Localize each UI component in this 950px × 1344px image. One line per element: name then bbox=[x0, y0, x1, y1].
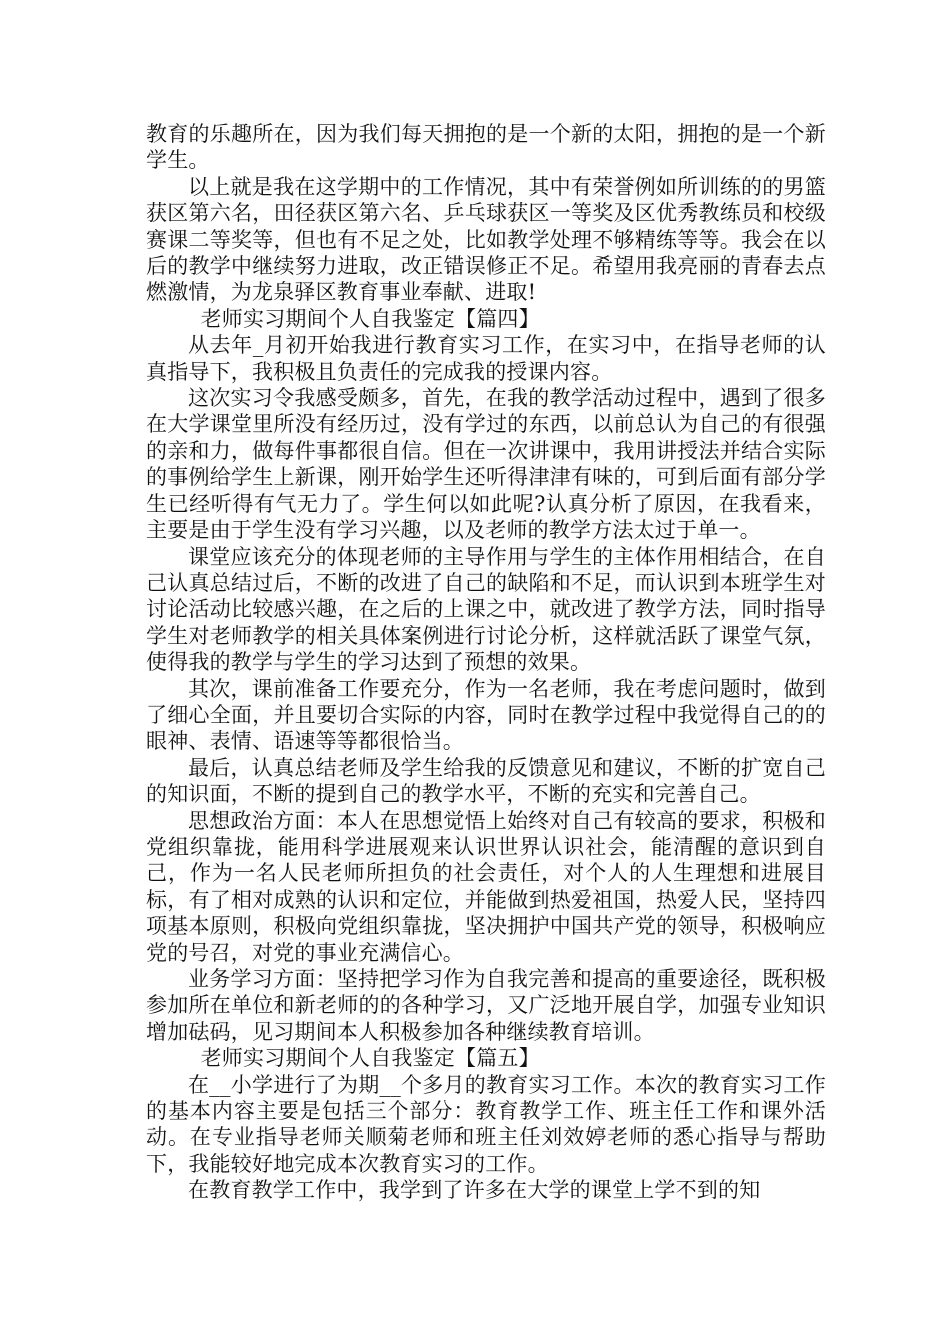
paragraph-teaching-work: 在教育教学工作中，我学到了许多在大学的课堂上学不到的知 bbox=[188, 1178, 761, 1203]
paragraph-reflection: 这次实习令我感受颇多，首先，在我的教学活动过程中，遇到了很多在大学课堂里所没有经历过，没有学过的东西，以前总认为自己的有很强的亲和力，做每件事都很自信。但在一次讲课中，我用讲授法并结合实际的事例给学生上新课，刚开始学生还听得津津有味的，可到后面有部分学生已经听得有气无力了。学生何以如此呢?认真分析了原因，在我看来，主要是由于学生没有学习兴趣，以及老师的教学方法太过于单一。 bbox=[146, 386, 826, 543]
document-page bbox=[146, 121, 826, 1204]
paragraph-primary-school-internship: 在__小学进行了为期__个多月的教育实习工作。本次的教育实习工作的基本内容主要是包括三个部分：教育教学工作、班主任工作和课外活动。在专业指导老师关顺菊老师和班主任刘效婷老师的悉心指导与帮助下，我能较好地完成本次教育实习的工作。 bbox=[146, 1072, 826, 1176]
paragraph-feedback: 最后，认真总结老师及学生给我的反馈意见和建议，不断的扩宽自己的知识面，不断的提到自己的教学水平，不断的充实和完善自己。 bbox=[146, 755, 826, 807]
paragraph-continuation: 教育的乐趣所在，因为我们每天拥抱的是一个新的太阳，拥抱的是一个新学生。 bbox=[146, 122, 826, 173]
paragraph-preparation: 其次，课前准备工作要充分，作为一名老师，我在考虑问题时，做到了细心全面，并且要切合实际的内容，同时在教学过程中我觉得自己的的眼神、表情、语速等等都很恰当。 bbox=[146, 676, 826, 754]
paragraph-classroom-improvement: 课堂应该充分的体现老师的主导作用与学生的主体作用相结合，在自己认真总结过后，不断的改进了自己的缺陷和不足，而认识到本班学生对讨论活动比较感兴趣，在之后的上课之中，就改进了教学方法，同时指导学生对老师教学的相关具体案例进行讨论分析，这样就活跃了课堂气氛，使得我的教学与学生的学习达到了预想的效果。 bbox=[146, 544, 826, 675]
paragraph-internship-start: 从去年_月初开始我进行教育实习工作，在实习中，在指导老师的认真指导下，我积极且负责任的完成我的授课内容。 bbox=[146, 333, 826, 384]
section-heading-part-five: 老师实习期间个人自我鉴定【篇五】 bbox=[200, 1046, 540, 1071]
paragraph-professional-study: 业务学习方面：坚持把学习作为自我完善和提高的重要途径，既积极参加所在单位和新老师的的各种学习，又广泛地开展自学，加强专业知识增加砝码，见习期间本人积极参加各种继续教育培训。 bbox=[146, 967, 826, 1044]
paragraph-political-thought: 思想政治方面：本人在思想觉悟上始终对自己有较高的要求，积极和党组织靠拢，能用科学进展观来认识世界认识社会，能清醒的意识到自己，作为一名人民老师所担负的社会责任，对个人的人生理想和进展目标，有了相对成熟的认识和定位，并能做到热爱祖国，热爱人民，坚持四项基本原则，积极向党组织靠拢，坚决拥护中国共产党的领导，积极响应党的号召，对党的事业充满信心。 bbox=[146, 808, 826, 965]
paragraph-work-summary: 以上就是我在这学期中的工作情况，其中有荣誉例如所训练的的男篮获区第六名，田径获区第六名、乒乓球获区一等奖及区优秀教练员和校级赛课二等奖等，但也有不足之处，比如教学处理不够精练等等。我会在以后的教学中继续努力进取，改正错误修正不足。希望用我亮丽的青春去点燃激情，为龙泉驿区教育事业奉献、进取! bbox=[146, 174, 826, 305]
section-heading-part-four: 老师实习期间个人自我鉴定【篇四】 bbox=[200, 306, 540, 331]
